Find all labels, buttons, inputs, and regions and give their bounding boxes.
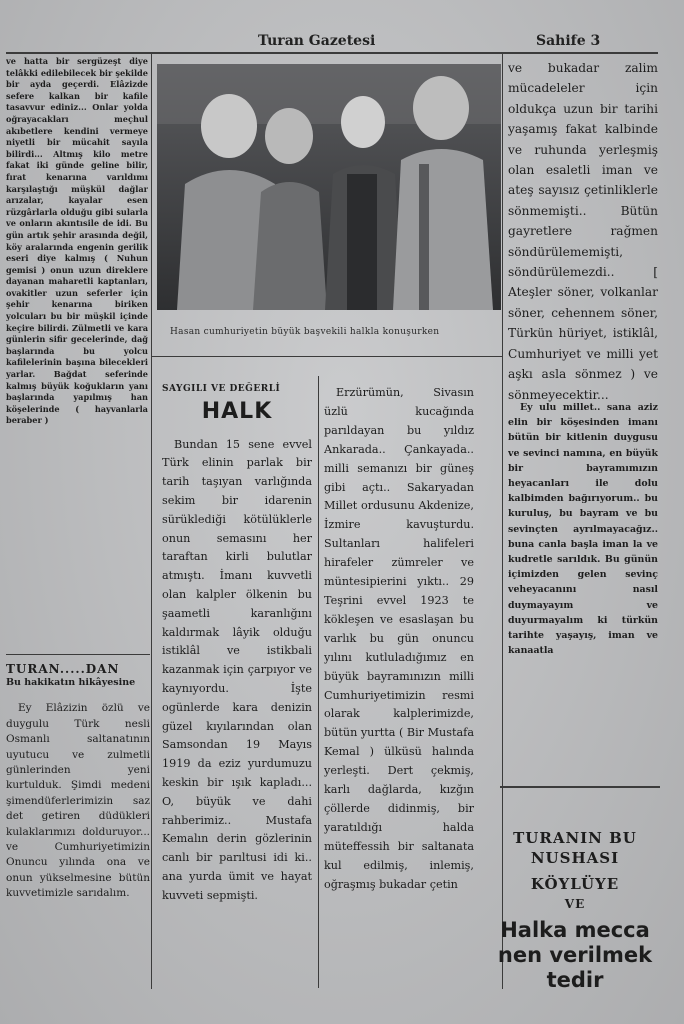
col2-text: Bundan 15 sene evvel Türk elinin parlak bir tarih taşıyan varlığında sekim bir idarenin sürüklediği kötülüklerle onun semasını her taraftan kirli bulutlar atmıştı. İmanı kuvvetli olan kalpler ölkenin bu şaametli karanlığını kaldırmak lâyik olduğu istiklâl ve istikbali kazanmak için çarpıyor ve kaynıyordu. İşte ogünlerde kara denizin güzel kıyılarından olan Samsondan 19 Mayıs 1919 da eziz yurdumuzu keskin bir ışık kapladı... O, büyük ve dahi rahberimiz.. Mustafa Kemalın derin gözlerinin canlı bir parıltusi idi ki.. ana yurda ümit ve hayat kuvveti sepmişti. [162, 437, 312, 902]
page-header [0, 30, 684, 52]
notice-line-2: NUSHASI [530, 849, 620, 867]
newspaper-title: Turan Gazetesi [258, 33, 376, 49]
col2-article [162, 380, 312, 906]
col4-box-rule [500, 786, 660, 788]
col1-section-subtitle: Bu hakikatın hikâyesine [6, 677, 136, 689]
photo-bottom-rule [152, 356, 502, 357]
notice-line-5: Halka mecca [500, 918, 650, 942]
notice-box [490, 828, 660, 993]
col1-section [6, 662, 150, 902]
col1-article [6, 56, 148, 427]
page-number: Sahife 3 [536, 33, 601, 49]
notice-line-4: VE [564, 897, 586, 911]
col4-bold-text: Ey ulu millet.. sana aziz elin bir köşesinden imanı bütün bir kitlenin duygusu ve sevinci namına, en büyük bir bayramımızın heyacanları ile dolu kalbimden bağırıyorum.. bu kuruluş, bu bayram ve bu sevinçten ayrılmayacağız.. buna canla başla iman la ve kudretle sarıldık. Bu günün içimizden gelen sevinç veheyacanını nasıl duymayayım ve duyurmayalım ki türkün tarihte yaşayış, iman ve kanaatla [508, 402, 658, 657]
photo-caption: Hasan cumhuriyetin büyük başvekili halkla konuşurken [170, 327, 440, 337]
col1-section-text: Ey Elâzizin özlü ve duygulu Türk nesli Osmanlı saltanatının uyutucu ve zulmetli günlerinden yeni kurtulduk. Şimdi medeni şimendüferlerimizin saz det getiren düdükleri kulaklarımızı dolduruyor... ve Cumhuriyetimizin Onuncu yılında ona ve onun yükselmesine bütün kuvvetimizle sarıdalım. [6, 702, 150, 900]
col1-section-rule [6, 654, 150, 655]
notice-line-6: nen verilmek [497, 943, 653, 967]
col1-text: ve hatta bir sergüzeşt diye telâkki edilebilecek bir şekilde bir ayda geçerdi. Elâzizde sefere kalkan bir kafile tasavvur ediniz... Onlar yolda oğrayacakları meçhul akıbetlere kendini vermeye niyetli bir mücahit sayıla bilirdi... Altmış kilo metre fakat iki günde geline bilir, fırat kenarına varıldımı karşılaştığı müşkül dağlar arızalar, kayalar esen rüzgârlarla olduğu gibi sularla ve onların akıntısile de idi. Bu gün artık şehir arasında değil, köy aralarında engenin gerilik eseri diye kalmış ( Nuhun gemisi ) onun uzun direklere dayanan maharetli kaptanları, ovakitler uzun seferler için şehir kenarına biriken yolcuları bu bir müşkil içinde keçire bilirdi. Zülmetli ve kara günlerin sifir gecelerinde, dağ başlarında bu yolcu kafilelerinin başına bilecekleri yarlar. Bağdat seferinde kalmış büyük koğukların yanı başlarında yapılmış han köşelerinde ( hayvanlarla beraber ) [6, 56, 148, 426]
notice-line-1: TURANIN BU [513, 829, 637, 847]
column-rule-1 [151, 54, 152, 989]
notice-line-3: KÖYLÜYE [530, 875, 620, 893]
news-photo-image [157, 64, 501, 310]
col3-article [324, 384, 474, 894]
col4-text: ve bukadar zalim mücadeleler için oldukça uzun bir tarihi yaşamış fakat kalbinde ve ruhunda yerleşmiş olan esaletli iman ve ateş sayısız çetinliklerle sönmemişti.. Bütün gayretlere rağmen söndürülememişti, söndürülemezdi.. [ Ateşler söner, volkanlar söner, cehennem söner, Türkün hüriyet, istiklâl, Cumhuriyet ve milli yet aşkı asla sönmez ) ve sönmeyecektir... [508, 61, 658, 402]
col4-article [508, 58, 658, 405]
article-kicker: SAYGILI VE DEĞERLİ [162, 384, 281, 394]
col3-text: Erzürümün, Sivasın üzlü kucağında parıldayan bu yıldız Ankarada.. Çankayada.. milli semanızı bir güneş gibi açtı.. Sakaryadan Millet ordusunu Akdenize, İzmire kavuşturdu. Sultanları halifeleri hirafeler zümreler ve müntesipierini yıktı.. 29 Teşrini evvel 1923 te kökleşen ve esaslaşan bu varlık bu gün onuncu yılını kutluladığımız en büyük bayramınızın milli Cumhuriyetimizin resmi olarak kalplerimizde, bütün yurtta ( Bir Mustafa Kemal ) ülküsü halında yerleşti. Dert çekmiş, karlı dağlarda, kızğın çöllerde didinmiş, bir yaratıldığı halda müteffessih bir saltanata kul edilmiş, inlemiş, oğraşmış bukadar çetin [324, 386, 474, 891]
article-headline: HALK [201, 398, 273, 424]
col1-section-title: TURAN.....DAN [6, 662, 120, 676]
col4-bold-article [508, 400, 658, 658]
news-photo [157, 64, 501, 310]
header-rule [6, 52, 658, 54]
column-rule-2 [318, 376, 319, 988]
notice-line-7: tedir [546, 968, 604, 992]
